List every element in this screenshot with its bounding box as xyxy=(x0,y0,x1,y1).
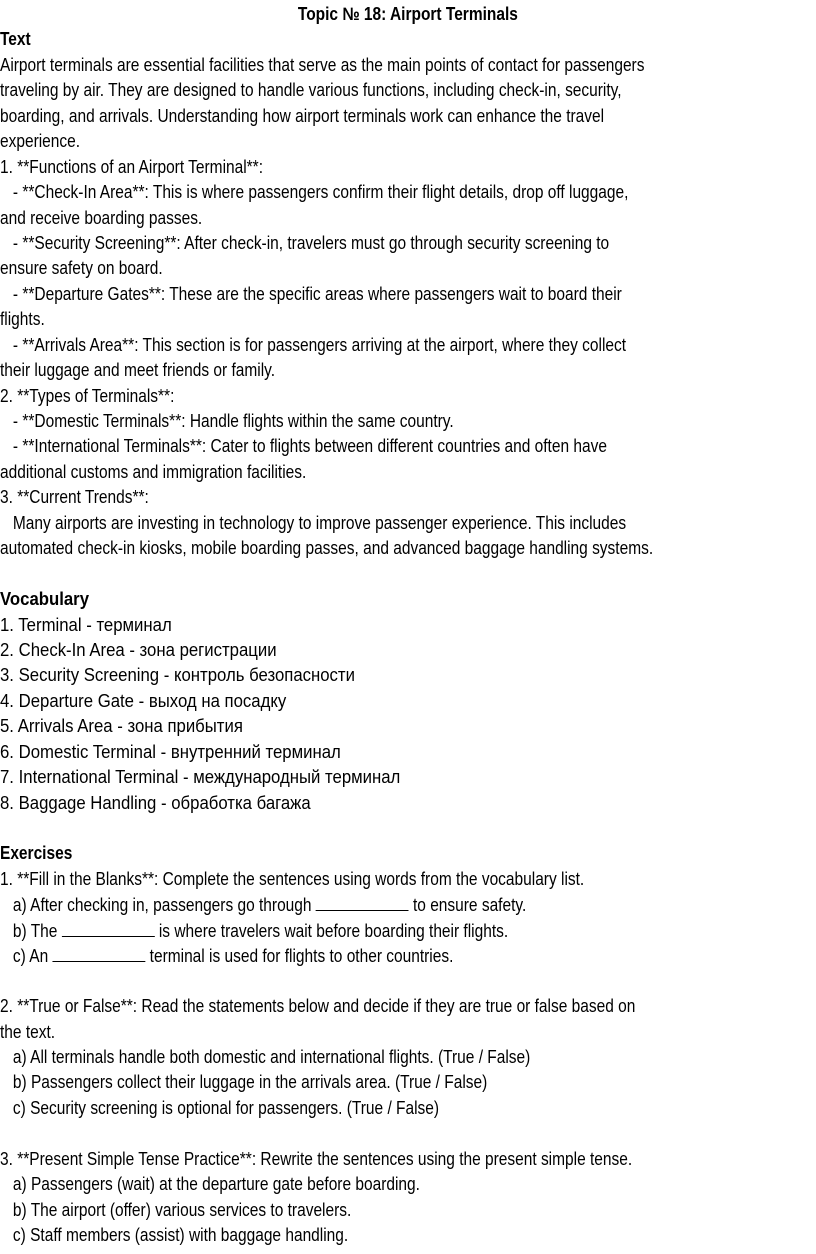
document-page xyxy=(0,2,816,1248)
exercise-1a xyxy=(0,892,702,917)
exercise-text: a) After checking in, passengers go through xyxy=(0,895,316,916)
exercise-1b xyxy=(0,918,702,943)
text-line: boarding, and arrivals. Understanding how airport terminals work can enhance the travel xyxy=(0,105,605,126)
exercise-2-item: a) All terminals handle both domestic and international flights. (True / False) xyxy=(0,1046,531,1067)
spacer xyxy=(0,816,816,841)
vocab-item: 8. Baggage Handling - обработка багажа xyxy=(0,792,311,813)
exercise-2-instruction-cont: the text. xyxy=(0,1021,56,1042)
text-line: ensure safety on board. xyxy=(0,258,163,279)
exercises-section xyxy=(0,841,816,1248)
vocab-item: 5. Arrivals Area - зона прибытия xyxy=(0,716,243,737)
text-line: traveling by air. They are designed to handle various functions, including check-in, security, xyxy=(0,80,622,101)
vocab-item: 6. Domestic Terminal - внутренний терминал xyxy=(0,741,341,762)
text-line: 2. **Types of Terminals**: xyxy=(0,385,175,406)
text-line: - **Check-In Area**: This is where passengers confirm their flight details, drop off luggage, xyxy=(0,182,629,203)
fill-blank xyxy=(316,892,409,911)
vocab-item: 7. International Terminal - международный терминал xyxy=(0,767,401,788)
text-line: and receive boarding passes. xyxy=(0,207,203,228)
exercise-1-instruction: 1. **Fill in the Blanks**: Complete the sentences using words from the vocabulary list. xyxy=(0,868,585,889)
text-line: additional customs and immigration facilities. xyxy=(0,461,307,482)
exercise-text: to ensure safety. xyxy=(408,895,527,916)
text-body xyxy=(0,53,816,562)
page-title-text: Topic № 18: Airport Terminals xyxy=(298,4,518,24)
exercise-1c xyxy=(0,943,702,968)
text-line: 1. **Functions of an Airport Terminal**: xyxy=(0,156,264,177)
fill-blank xyxy=(52,943,145,962)
exercise-3-item: a) Passengers (wait) at the departure gate before boarding. xyxy=(0,1174,420,1195)
text-line: their luggage and meet friends or family. xyxy=(0,360,276,381)
page-title xyxy=(0,2,816,27)
text-line: 3. **Current Trends**: xyxy=(0,487,149,508)
spacer xyxy=(0,969,816,994)
exercise-text: c) An xyxy=(0,946,53,967)
vocab-item: 1. Terminal - терминал xyxy=(0,614,172,635)
exercise-text: terminal is used for flights to other countries. xyxy=(145,946,454,967)
text-line: experience. xyxy=(0,131,81,152)
text-line: automated check-in kiosks, mobile boarding passes, and advanced baggage handling systems. xyxy=(0,538,654,559)
vocabulary-section xyxy=(0,587,816,816)
vocab-item: 3. Security Screening - контроль безопасности xyxy=(0,665,355,686)
exercise-2-instruction: 2. **True or False**: Read the statements below and decide if they are true or false based on xyxy=(0,996,636,1017)
exercise-3-item: b) The airport (offer) various services to travelers. xyxy=(0,1199,352,1220)
text-line: - **Security Screening**: After check-in, travelers must go through security screening to xyxy=(0,232,610,253)
exercise-2-item: b) Passengers collect their luggage in the arrivals area. (True / False) xyxy=(0,1072,488,1093)
exercise-text: b) The xyxy=(0,920,62,941)
exercise-3-item: c) Staff members (assist) with baggage handling. xyxy=(0,1225,349,1245)
exercises-heading: Exercises xyxy=(0,843,73,864)
text-line: flights. xyxy=(0,309,45,330)
vocab-item: 2. Check-In Area - зона регистрации xyxy=(0,639,277,660)
text-line: - **Arrivals Area**: This section is for passengers arriving at the airport, where they collect xyxy=(0,334,627,355)
exercise-2-item: c) Security screening is optional for passengers. (True / False) xyxy=(0,1097,440,1118)
text-line: Airport terminals are essential facilities that serve as the main points of contact for passengers xyxy=(0,54,645,75)
exercise-3-instruction: 3. **Present Simple Tense Practice**: Rewrite the sentences using the present simple tense. xyxy=(0,1148,633,1169)
exercise-text: is where travelers wait before boarding their flights. xyxy=(154,920,509,941)
vocab-item: 4. Departure Gate - выход на посадку xyxy=(0,690,287,711)
text-line: - **Domestic Terminals**: Handle flights within the same country. xyxy=(0,411,454,431)
text-line: - **Departure Gates**: These are the specific areas where passengers wait to board their xyxy=(0,283,622,304)
text-line: Many airports are investing in technology to improve passenger experience. This includes xyxy=(0,512,627,533)
fill-blank xyxy=(62,918,155,937)
vocabulary-heading: Vocabulary xyxy=(0,589,90,610)
spacer xyxy=(0,1121,816,1146)
text-line: - **International Terminals**: Cater to flights between different countries and often have xyxy=(0,436,607,457)
spacer xyxy=(0,562,816,587)
text-heading: Text xyxy=(0,29,31,50)
